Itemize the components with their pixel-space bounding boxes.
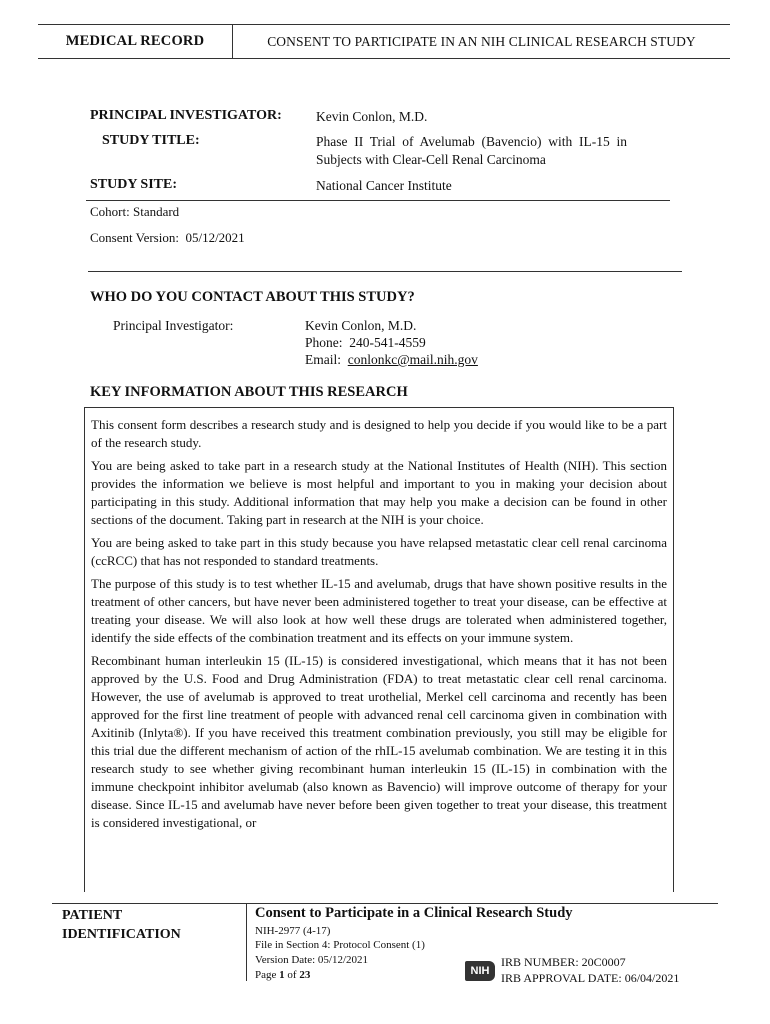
nih-logo-icon: NIH: [465, 961, 495, 981]
footer-vertical-divider: [246, 903, 247, 981]
current-page: 1: [279, 969, 285, 981]
study-site-label: STUDY SITE:: [90, 177, 178, 192]
irb-approval-date: IRB APPROVAL DATE: 06/04/2021: [501, 971, 680, 985]
file-section: File in Section 4: Protocol Consent (1): [255, 939, 425, 951]
key-info-paragraph-2: You are being asked to take part in a research study at the National Institutes of Health (NIH). This section provides the information we believe is most helpful and important to you in making your decision about participating in this study. Additional information that may help you make a decision can be found in other sections of the document. Taking part in research at the NIH is your choice.: [91, 458, 667, 527]
footer-consent-title: Consent to Participate in a Clinical Research Study: [255, 905, 573, 921]
key-info-paragraph-3: You are being asked to take part in this study because you have relapsed metastatic clear cell renal carcinoma (ccRCC) that has not responded to standard treatments.: [91, 535, 667, 568]
pi-value: Kevin Conlon, M.D.: [316, 109, 428, 124]
patient-id-line1: PATIENT: [62, 908, 123, 923]
key-info-heading: KEY INFORMATION ABOUT THIS RESEARCH: [90, 384, 408, 400]
study-title-line2: Subjects with Clear-Cell Renal Carcinoma: [316, 152, 546, 167]
irb-number: IRB NUMBER: 20C0007: [501, 955, 626, 969]
study-site-value: National Cancer Institute: [316, 178, 452, 193]
contact-name: Kevin Conlon, M.D.: [305, 318, 417, 333]
total-pages: 23: [299, 969, 311, 981]
email-label: Email:: [305, 352, 341, 367]
document-header: [38, 24, 730, 59]
key-info-box: [84, 407, 674, 892]
page-number: Page 1 of 23: [255, 969, 311, 981]
consent-version-text: Consent Version: 05/12/2021: [90, 230, 245, 245]
key-info-paragraph-1: This consent form describes a research study and is designed to help you decide if you would like to be a part of the research study.: [91, 417, 667, 450]
consent-header-title: CONSENT TO PARTICIPATE IN AN NIH CLINICAL RESEARCH STUDY: [267, 33, 696, 49]
email-link[interactable]: conlonkc@mail.nih.gov: [347, 352, 478, 367]
study-title-line1: Phase II Trial of Avelumab (Bavencio) with IL-15 in: [316, 134, 627, 149]
study-title-label: STUDY TITLE:: [102, 133, 200, 148]
medical-record-label: MEDICAL RECORD: [38, 25, 233, 58]
patient-identification: [62, 906, 181, 944]
version-date: Version Date: 05/12/2021: [255, 954, 369, 966]
contact-phone: Phone: 240-541-4559: [305, 335, 426, 350]
key-info-paragraph-4: The purpose of this study is to test whether IL-15 and avelumab, drugs that have shown positive results in the treatment of other cancers, but have never been administered together to treat your disease, can be effective at treating your disease. We will also look at how well these drugs are tolerated when administered together, identify the side effects of the combination treatment and its effects on your immune system.: [91, 576, 667, 645]
info-divider: [88, 271, 682, 272]
footer-divider: [52, 903, 718, 904]
key-info-paragraph-5: Recombinant human interleukin 15 (IL-15) is considered investigational, which means that it has not been approved by the U.S. Food and Drug Administration (FDA) to treat metastatic clear cell renal carcinoma. However, the use of avelumab is approved to treat urothelial, Merkel cell carcinoma and recently has been approved for the first line treatment of people with advanced renal cell carcinoma given in combination with Axitinib (Inlyta®). If you have received this treatment combination previously, you still may be eligible for this trial due the different mechanism of action of the rhIL-15 avelumab combination. We are testing it in this research study to see whether giving recombinant human interleukin 15 (IL-15) in combination with the immune checkpoint inhibitor avelumab (also known as Bavencio) will improve outcome of therapy for your disease. Since IL-15 and avelumab have never before been given together to treat your disease, this treatment is considered investigational, or: [91, 653, 667, 830]
cohort-text: Cohort: Standard: [90, 204, 180, 219]
contact-role: Principal Investigator:: [113, 318, 234, 333]
patient-id-line2: IDENTIFICATION: [62, 927, 181, 942]
form-number: NIH-2977 (4-17): [255, 925, 331, 937]
pi-label: PRINCIPAL INVESTIGATOR:: [90, 108, 282, 123]
study-site-divider: [86, 200, 670, 201]
contact-heading: WHO DO YOU CONTACT ABOUT THIS STUDY?: [90, 289, 415, 305]
contact-email-row: [305, 351, 478, 369]
